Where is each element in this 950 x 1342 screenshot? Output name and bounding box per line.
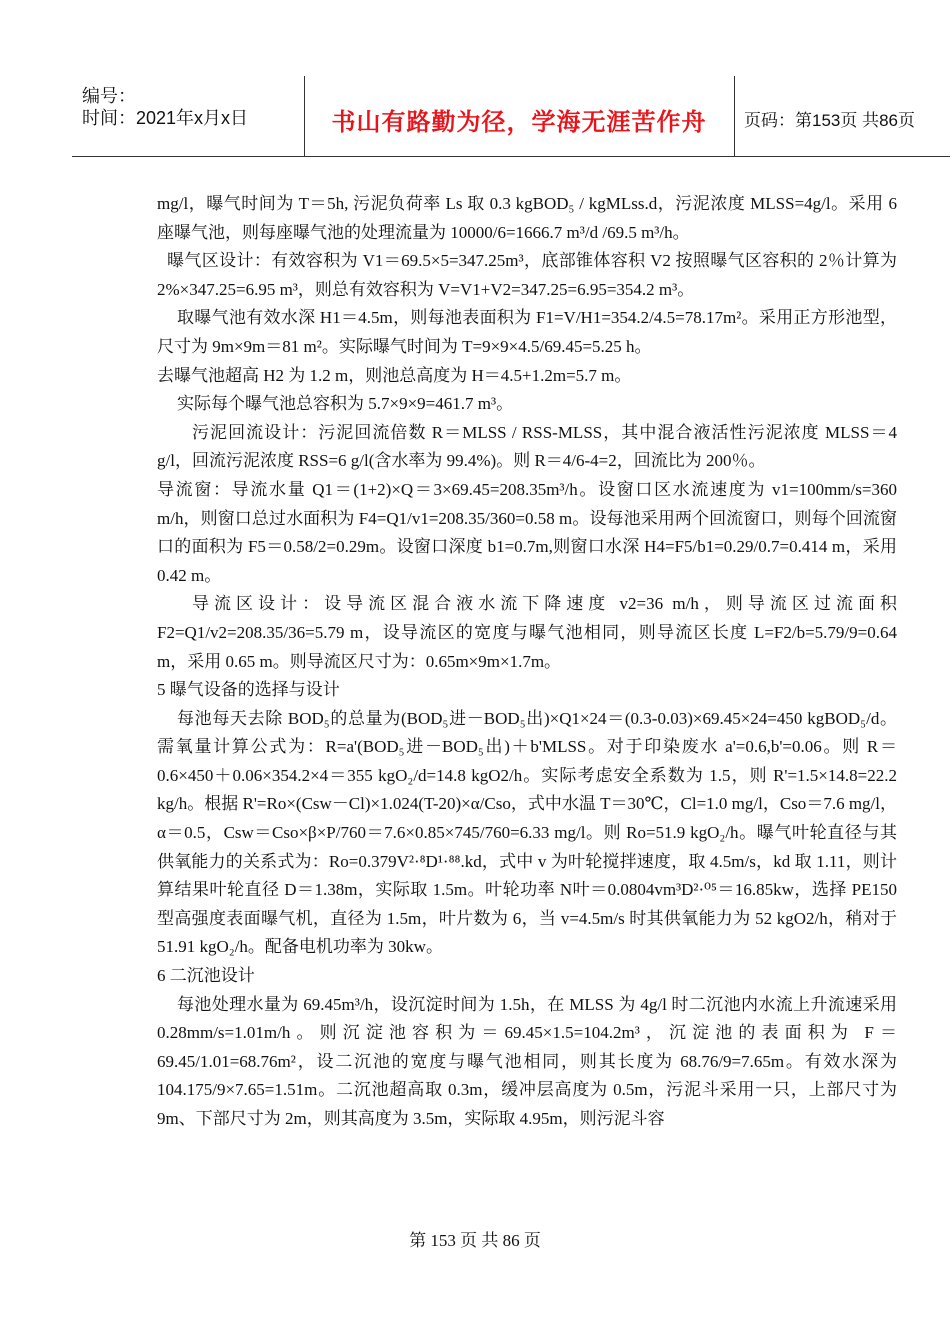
paragraph-total-volume: 实际每个曝气池总容积为 5.7×9×9=461.7 m³。 xyxy=(177,394,514,414)
page-footer: 第 153 页 共 86 页 xyxy=(409,1231,541,1250)
paragraph-secondary-clarifier: 每池处理水量为 69.45m³/h，设沉淀时间为 1.5h，在 MLSS 为 4g/l 时二沉池内水流上升流速采用 0.28mm/s=1.01m/h。则沉淀池容积为＝69.45×1.5=104.2m³，沉淀池的表面积为 F＝69.45/1.01=68.76m²，设二沉池的宽度与曝气池相同，则其长度为 68.76/9=7.65m。有效水深为 104.175/9×7.65=1.51m。二沉池超高取 0.3m，缓冲层高度为 0.5m，污泥斗采用一只，上部尺寸为 9m、下部尺寸为 2m，则其高度为 3.5m，实际取 4.95m，则污泥斗容 xyxy=(157,994,897,1128)
header-left-cell xyxy=(72,76,305,156)
header-right-cell xyxy=(734,76,950,156)
page-header xyxy=(72,76,950,157)
paragraph-1: mg/l，曝气时间为 T＝5h, 污泥负荷率 Ls 取 0.3 kgBOD₅ / kgMLss.d，污泥浓度 MLSS=4g/l。采用 6 座曝气池，则每座曝气池的处理流量为 10000/6=1666.7 m³/d /69.5 m³/h。 xyxy=(157,194,897,242)
section-heading-secondary-clarifier: 6 二沉池设计 xyxy=(157,966,255,986)
paragraph-guide-zone: 导流区设计：设导流区混合液水流下降速度 v2=36 m/h，则导流区过流面积 F2=Q1/v2=208.35/36=5.79 m，设导流区的宽度与曝气池相同，则导流区长度 L=F2/b=5.79/9=0.64 m，采用 0.65 m。则导流区尺寸为：0.65m×9m×1.7m。 xyxy=(157,594,897,671)
paragraph-freeboard: 去曝气池超高 H2 为 1.2 m，则池总高度为 H＝4.5+1.2m=5.7 m。 xyxy=(157,365,632,385)
code-label: 编号： xyxy=(82,86,136,106)
paragraph-sludge-return: 污泥回流设计：污泥回流倍数 R＝MLSS / RSS-MLSS，其中混合液活性污泥浓度 MLSS＝4 g/l，回流污泥浓度 RSS=6 g/l(含水率为 99.4%)。则 R＝4/6-4=2，回流比为 200％。 xyxy=(157,422,897,471)
paragraph-guide-window: 导流窗：导流水量 Q1＝(1+2)×Q＝3×69.45=208.35m³/h。设窗口区水流速度为 v1=100mm/s=360 m/h，则窗口总过水面积为 F4=Q1/v1=208.35/360=0.58 m。设每池采用两个回流窗口，则每个回流窗口的面积为 F5＝0.58/2=0.29m。设窗口深度 b1=0.7m,则窗口水深 H4=F5/b1=0.29/0.7=0.414 m，采用 0.42 m。 xyxy=(157,479,897,585)
paragraph-aeration-zone: 曝气区设计：有效容积为 V1＝69.5×5=347.25m³，底部锥体容积 V2 按照曝气区容积的 2％计算为 2%×347.25=6.95 m³，则总有效容积为 V=V1+V2=347.25=6.95=354.2 m³。 xyxy=(157,251,897,299)
paragraph-aeration-equipment: 每池每天去除 BOD₅的总量为(BOD₅进－BOD₅出)×Q1×24＝(0.3-0.03)×69.45×24=450 kgBOD₅/d。需氧量计算公式为：R=a'(BOD₅进－BOD₅出)＋b'MLSS。对于印染废水 a'=0.6,b'=0.06。则 R＝0.6×450＋0.06×354.2×4＝355 kgO₂/d=14.8 kgO2/h。实际考虑安全系数为 1.5，则 R'=1.5×14.8=22.2 kg/h。根据 R'=Ro×(Csw－Cl)×1.024(T-20)×α/Cso，式中水温 T＝30℃，Cl=1.0 mg/l，Cso＝7.6 mg/l，α＝0.5，Csw＝Cso×β×P/760＝7.6×0.85×745/760=6.33 mg/l。则 Ro=51.9 kgO₂/h。曝气叶轮直径与其供氧能力的关系式为：Ro=0.379V²·⁸D¹·⁸⁸.kd，式中 v 为叶轮搅拌速度，取 4.5m/s，kd 取 1.11，则计算结果叶轮直径 D＝1.38m，实际取 1.5m。叶轮功率 N叶＝0.0804vm³D²·⁰⁵＝16.85kw，选择 PE150 型高强度表面曝气机，直径为 1.5m，叶片数为 6，当 v=4.5m/s 时其供氧能力为 52 kgO2/h，稍对于 51.91 kgO₂/h。配备电机功率为 30kw。 xyxy=(157,708,897,957)
time-label: 时间：2021年x月x日 xyxy=(82,108,249,128)
paragraph-pool-depth: 取曝气池有效水深 H1＝4.5m，则每池表面积为 F1=V/H1=354.2/4.5=78.17m²。采用正方形池型，尺寸为 9m×9m＝81 m²。实际曝气时间为 T=9×9×4.5/69.45=5.25 h。 xyxy=(157,308,897,356)
motto-text: 书山有路勤为径，学海无涯苦作舟 xyxy=(331,108,707,136)
header-middle-cell xyxy=(304,76,735,156)
document-body xyxy=(157,190,897,1134)
section-heading-aeration-equipment: 5 曝气设备的选择与设计 xyxy=(157,680,340,700)
page-info: 页码：第153页 共86页 xyxy=(744,111,915,130)
